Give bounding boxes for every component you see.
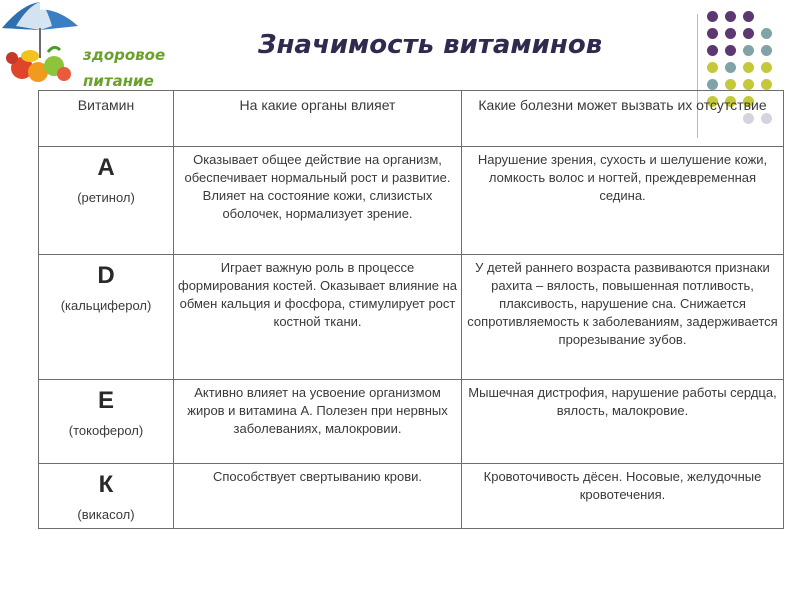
decor-dot	[725, 45, 736, 56]
decor-dot	[707, 28, 718, 39]
decor-dot	[743, 79, 754, 90]
organs-cell: Активно влияет на усвоение организмом жиров и витамина А. Полезен при нервных заболеваниях, малокровии.	[174, 380, 462, 464]
header-vitamin: Витамин	[39, 91, 174, 147]
decor-dot	[743, 45, 754, 56]
logo-text	[83, 42, 165, 94]
decor-dot	[725, 28, 736, 39]
decor-dot	[725, 62, 736, 73]
decor-dot	[725, 11, 736, 22]
decor-dot	[761, 62, 772, 73]
decor-dot	[707, 62, 718, 73]
decor-dot	[761, 79, 772, 90]
page-title: Значимость витаминов	[258, 30, 603, 60]
organs-cell: Оказывает общее действие на организм, обеспечивает нормальный рост и развитие. Влияет на состояние кожи, слизистых оболочек, нормализует зрение.	[174, 147, 462, 255]
decor-dot	[761, 45, 772, 56]
header-organs: На какие органы влияет	[174, 91, 462, 147]
vitamin-cell	[39, 147, 174, 255]
logo-line-1: здоровое	[83, 46, 166, 64]
logo-line-2: питание	[83, 72, 154, 90]
decor-dot	[761, 28, 772, 39]
decor-dot	[725, 79, 736, 90]
decor-dot	[743, 28, 754, 39]
table-row	[39, 255, 784, 380]
table-header-row	[39, 91, 784, 147]
vitamin-letter: D	[97, 262, 115, 289]
organs-cell: Способствует свертыванию крови.	[174, 464, 462, 529]
organs-cell: Играет важную роль в процессе формирования костей. Оказывает влияние на обмен кальция и фосфора, стимулирует рост костной ткани.	[174, 255, 462, 380]
vitamin-name: (викасол)	[77, 507, 135, 522]
vitamin-cell	[39, 464, 174, 529]
vitamin-cell	[39, 255, 174, 380]
vitamin-letter: Е	[97, 387, 114, 414]
diseases-cell: Мышечная дистрофия, нарушение работы сердца, вялость, малокровие.	[462, 380, 784, 464]
decor-dot	[707, 11, 718, 22]
diseases-cell: Кровоточивость дёсен. Носовые, желудочные кровотечения.	[462, 464, 784, 529]
vitamin-cell	[39, 380, 174, 464]
table-row	[39, 147, 784, 255]
header-diseases: Какие болезни может вызвать их отсутствие	[462, 91, 784, 147]
decor-dot	[743, 62, 754, 73]
table-row	[39, 464, 784, 529]
diseases-cell: У детей раннего возраста развиваются признаки рахита – вялость, повышенная потливость, плаксивость, нарушение сна. Снижается сопротивляемость к заболеваниям, задерживается прорезывание зубов.	[462, 255, 784, 380]
vitamin-letter: К	[98, 471, 114, 498]
healthy-food-logo	[0, 0, 80, 88]
vitamin-name: (ретинол)	[77, 190, 135, 205]
decor-dot	[743, 11, 754, 22]
vitamin-name: (кальциферол)	[60, 298, 152, 313]
vitamin-letter: А	[97, 154, 115, 181]
decor-dot	[707, 45, 718, 56]
vitamin-name: (токоферол)	[68, 423, 144, 438]
decor-dot	[707, 79, 718, 90]
diseases-cell: Нарушение зрения, сухость и шелушение кожи, ломкость волос и ногтей, преждевременная седина.	[462, 147, 784, 255]
vitamins-table	[38, 90, 784, 529]
table-row	[39, 380, 784, 464]
